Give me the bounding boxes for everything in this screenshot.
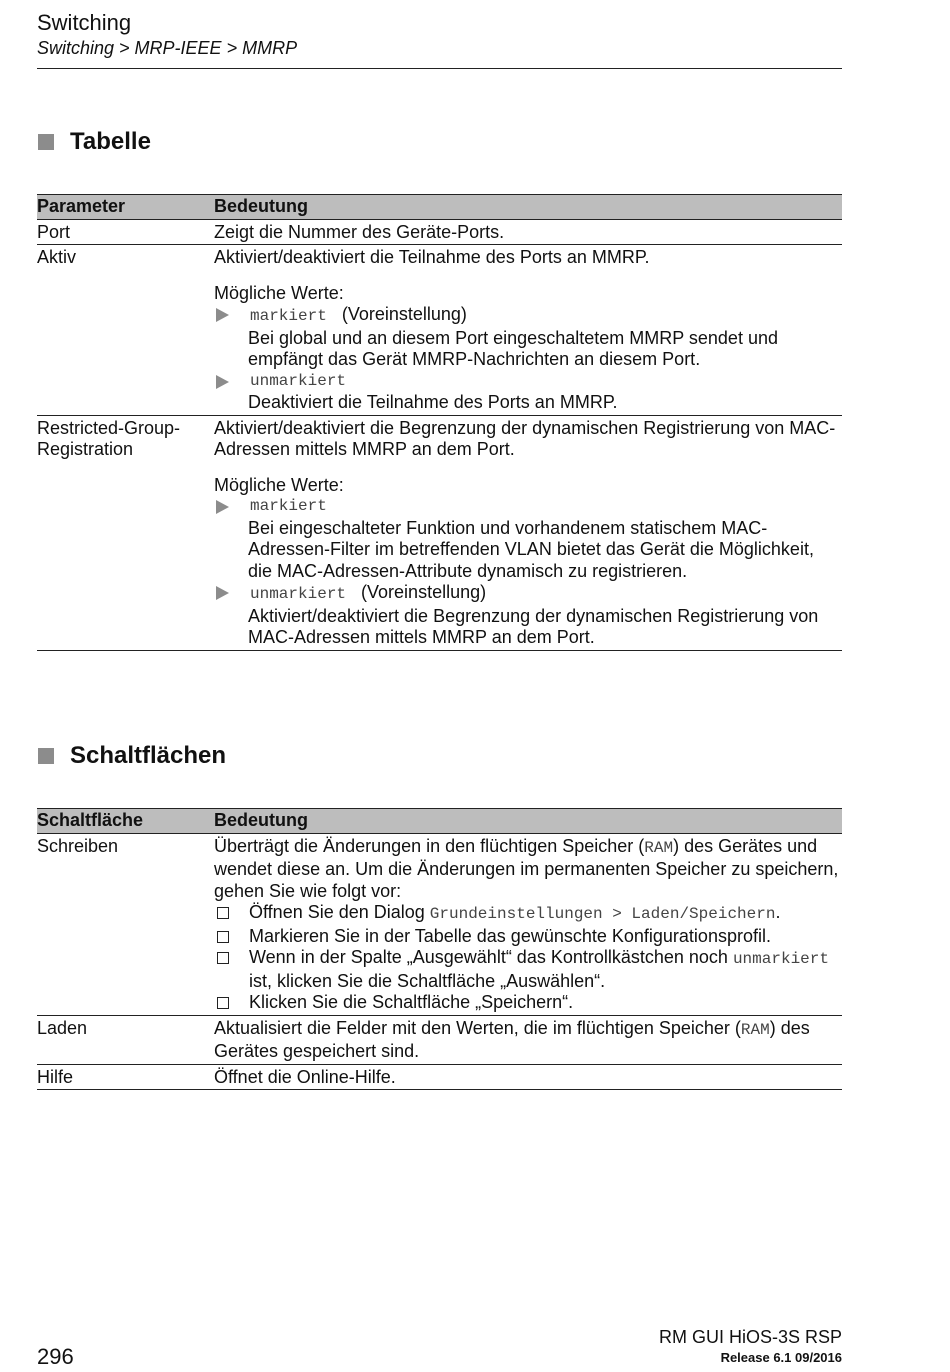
value-note: (Voreinstellung) [361, 582, 487, 602]
table-header-row [37, 809, 842, 834]
text-part: ) des Gerätes und wendet diese an. Um die Änderungen im permanenten Speicher zu speichern, gehen Sie wie folgt vor: [214, 835, 839, 901]
text-part: Öffnen Sie den Dialog [249, 902, 430, 922]
square-bullet-icon [38, 748, 54, 764]
row-name: Hilfe [37, 1064, 214, 1090]
text-part: ) des Gerätes gespeichert sind. [214, 1017, 810, 1061]
value-description: Deaktiviert die Teilnahme des Ports an MMRP. [248, 392, 618, 412]
column-header-bedeutung: Bedeutung [214, 195, 842, 220]
footer-release: Release 6.1 09/2016 [720, 1350, 842, 1365]
values-label: Mögliche Werte: [214, 474, 344, 495]
checkbox-bullet-icon [217, 997, 229, 1009]
value-code: markiert [250, 497, 327, 515]
code-text: RAM [644, 838, 674, 857]
triangle-bullet-icon [216, 500, 229, 514]
step-text: Klicken Sie die Schaltfläche „Speichern“. [249, 992, 574, 1012]
value-item [214, 582, 842, 606]
parameter-table [37, 194, 842, 651]
description-text: Aktiviert/deaktiviert die Begrenzung der dynamischen Registrierung von MAC-Adressen mittels MMRP an dem Port. [214, 417, 836, 459]
section-heading-schaltflaechen [38, 742, 226, 770]
table-row [37, 219, 842, 245]
text-part: Wenn in der Spalte „Ausgewählt“ das Kontrollkästchen noch [249, 947, 733, 967]
triangle-bullet-icon [216, 586, 229, 600]
column-header-bedeutung: Bedeutung [214, 809, 842, 834]
description-text [214, 836, 842, 903]
value-code: unmarkiert [250, 585, 347, 603]
table-row [37, 1064, 842, 1090]
text-part: Aktualisiert die Felder mit den Werten, die im flüchtigen Speicher ( [214, 1017, 741, 1038]
value-description: Bei global und an diesem Port eingeschaltetem MMRP sendet und empfängt das Gerät MMRP-Nachrichten an diesem Port. [248, 327, 778, 369]
triangle-bullet-icon [216, 375, 229, 389]
table-row [37, 415, 842, 650]
step-item [214, 902, 842, 926]
value-description: Aktiviert/deaktiviert die Begrenzung der dynamischen Registrierung von MAC-Adressen mittels MMRP an dem Port. [248, 605, 819, 647]
square-bullet-icon [38, 134, 54, 150]
row-description [214, 245, 842, 416]
section-heading-text: Schaltflächen [70, 742, 227, 769]
triangle-bullet-icon [216, 308, 229, 322]
section-heading-tabelle [38, 128, 151, 156]
text-part: ist, klicken Sie die Schaltfläche „Auswählen“. [249, 970, 606, 991]
value-item [214, 371, 842, 393]
column-header-parameter: Parameter [37, 195, 214, 220]
page-header-title: Switching [37, 10, 132, 35]
step-item [214, 947, 842, 992]
footer-product: RM GUI HiOS-3S RSP [658, 1327, 842, 1347]
row-name: Schreiben [37, 833, 214, 1015]
page-number: 296 [37, 1344, 74, 1369]
row-description: Zeigt die Nummer des Geräte-Ports. [214, 219, 842, 245]
row-name: Laden [37, 1015, 214, 1064]
table-header-row [37, 195, 842, 220]
text-part: . [775, 902, 781, 922]
value-note: (Voreinstellung) [341, 304, 467, 324]
text-part: Überträgt die Änderungen in den flüchtigen Speicher ( [214, 835, 645, 856]
header-divider [37, 68, 842, 69]
code-text: RAM [740, 1020, 770, 1039]
row-description: Öffnet die Online-Hilfe. [214, 1064, 842, 1090]
section-heading-text: Tabelle [70, 128, 151, 155]
breadcrumb: Switching > MRP-IEEE > MMRP [37, 38, 298, 58]
values-label: Mögliche Werte: [214, 282, 344, 303]
buttons-table [37, 808, 842, 1090]
code-text: unmarkiert [732, 950, 829, 968]
row-name [37, 415, 214, 650]
checkbox-bullet-icon [217, 931, 229, 943]
checkbox-bullet-icon [217, 907, 229, 919]
table-row [37, 245, 842, 416]
table-row [37, 1015, 842, 1064]
value-code: unmarkiert [250, 371, 347, 390]
row-name-line: Restricted-Group- [37, 417, 181, 438]
code-text: Grundeinstellungen > Laden/Speichern [429, 905, 776, 923]
checkbox-bullet-icon [217, 952, 229, 964]
row-description [214, 833, 842, 1015]
column-header-schaltflaeche: Schaltfläche [37, 809, 214, 834]
row-description [214, 1015, 842, 1064]
step-item [214, 992, 842, 1014]
step-item [214, 926, 842, 948]
value-item [214, 304, 842, 328]
table-row [37, 833, 842, 1015]
row-description [214, 415, 842, 650]
description-text: Aktiviert/deaktiviert die Teilnahme des Ports an MMRP. [214, 247, 650, 267]
step-text: Markieren Sie in der Tabelle das gewünschte Konfigurationsprofil. [249, 925, 771, 946]
row-name: Port [37, 219, 214, 245]
row-name: Aktiv [37, 245, 214, 416]
value-code: markiert [250, 307, 327, 325]
value-item [214, 496, 842, 518]
value-description: Bei eingeschalteter Funktion und vorhandenem statischem MAC-Adressen-Filter im betreffenden VLAN bietet das Gerät die Möglichkeit, die MAC-Adressen-Attribute dynamisch zu registrieren. [248, 517, 814, 581]
row-name-line: Registration [37, 439, 134, 459]
